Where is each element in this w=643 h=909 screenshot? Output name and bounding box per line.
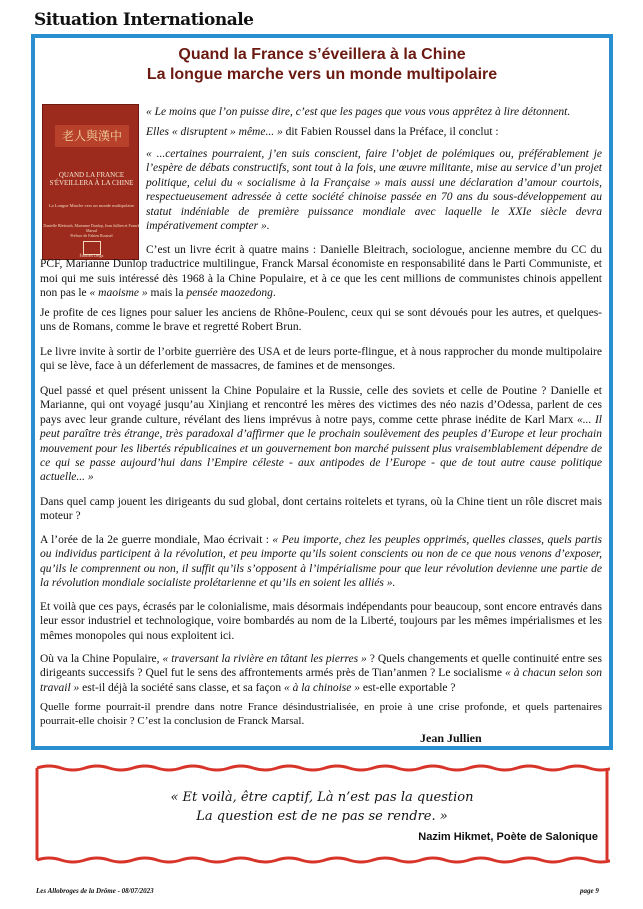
maoisme-term: « maoisme » xyxy=(89,287,148,300)
cover-publisher: Éditions Delga xyxy=(79,253,104,258)
china-russia-text: Quel passé et quel présent unissent la Chine Populaire et la Russie, celle des soviets et celle de Poutine ? Danielle et Marianne, qui ont voyagé jusqu’au Xinjiang et rencontré les mères des victimes des néo nazis d’Odessa, parlent de ces pays avec leur grande culture, révélant des liens imprévus à notre pays, comme cette phrase inédite de Karl Marx xyxy=(40,385,602,426)
paragraph-authors xyxy=(40,243,602,301)
questions-text-4: est-elle exportable ? xyxy=(360,681,456,694)
questions-text-1: Où va la Chine Populaire, xyxy=(40,653,163,665)
paragraph-china-russia xyxy=(40,384,602,485)
headline-line2: La longue marche vers un monde multipolaire xyxy=(146,66,498,83)
banner-quote-line1: « Et voilà, être captif, Là n’est pas la question xyxy=(170,790,474,805)
paragraph-global-south: Dans quel camp jouent les dirigeants du sud global, dont certains roitelets et tyrans, où la Chine tient un rôle discret mais moteur ? xyxy=(40,496,602,523)
paragraph-mao xyxy=(40,533,602,591)
footer-publication: Les Allobroges de la Drôme - 08/07/2023 xyxy=(36,887,154,895)
authors-period: . xyxy=(272,287,276,300)
quote-travail: « à chacun selon son travail » xyxy=(40,667,602,694)
mao-quote: « Peu importe, chez les peuples opprimés, quelles classes, quels partis ou individus participent à la révolution, et peu importe qu’ils soient conscients ou non de ce que nous venons d’exposer, qu’ils le comprennent ou non, il suffit qu’ils s’opposent à l’impérialisme pour que leur révolution devienne une partie de la révolution mondiale socialiste prolétarienne et qu’ils en soient les alliés ». xyxy=(40,534,602,590)
questions-text-2: ? Quels changements et quelle continuité entre ses dirigeants successifs ? Quel fut le sens des affrontements armés près de Tian’anmen ? Le socialisme xyxy=(40,653,602,680)
quote-banner xyxy=(34,760,610,868)
paragraph-roussel-quote: « ...certaines pourraient, j’en suis conscient, faire l’objet de polémiques ou, préférablement je l’espère de débats constructifs, sont tout à la fois, une œuvre militante, mise au service d’un projet politique, celui du « socialisme à la Française » mais aussi une déclaration d’amour courtois, respectueusement adressée à cette société chinoise passée en 70 ans du sous-développement au statut indéniable de première puissance mondiale avec laquelle le XXIe siècle devra impérativement compter ». xyxy=(146,148,602,233)
authors-text-2: mais la xyxy=(147,287,187,300)
footer-page-number: page 9 xyxy=(580,887,599,895)
banner-quote-author: Nazim Hikmet, Poète de Salonique xyxy=(418,831,598,843)
paragraph-questions xyxy=(40,652,602,695)
cover-subtitle: La Longue Marche vers un monde multipolaire xyxy=(48,203,135,208)
banner-wave-border xyxy=(37,766,610,770)
banner-quote-line2: La question est de ne pas se rendre. » xyxy=(196,809,448,824)
banner-wave-border xyxy=(37,858,610,862)
quote-disrupt: Elles « disruptent » même... » xyxy=(146,126,283,138)
quote-chinoise: « à la chinoise » xyxy=(283,681,361,694)
cover-title: QUAND LA FRANCE S'ÉVEILLERA À LA CHINE xyxy=(49,171,134,187)
cover-authors xyxy=(43,223,140,238)
book-cover-image xyxy=(42,104,139,260)
questions-text-3: est-il déjà la société sans classe, et sa façon xyxy=(79,681,284,694)
mao-intro: A l’orée de la 2e guerre mondiale, Mao écrivait : xyxy=(40,534,273,546)
paragraph-multipolar: Le livre invite à sortir de l’orbite guerrière des USA et de leurs porte-flingue, et à nous rapprocher du monde multipolaire qui se lève, face à un déferlement de massacres, de famines et de mensonges. xyxy=(40,346,602,373)
quote-riviere: « traversant la rivière en tâtant les pierres » xyxy=(162,653,367,665)
headline-line1: Quand la France s’éveillera à la Chine xyxy=(178,46,466,63)
cover-preface: Préface de Fabien Roussel xyxy=(70,233,113,238)
paragraph-disrupt xyxy=(146,125,602,139)
cover-authors-text: Danielle Bleitrach, Marianne Dunlop, Jean Jullien et Franck Marsal xyxy=(43,223,140,233)
section-title: Situation Internationale xyxy=(34,10,254,30)
paragraph-colonialism: Et voilà que ces pays, écrasés par le colonialisme, mais désormais indépendants pour beaucoup, sont encore entravés dans leur essor industriel et technologique, voire bombardés au nom de la Liberté, toujours par les mêmes impérialismes et les mêmes monopoles qui nous exploitent ici. xyxy=(40,601,602,642)
paragraph-rhone-poulenc: Je profite de ces lignes pour saluer les anciens de Rhône-Poulenc, ceux qui se sont dévoués pour les autres, et quelques-uns de Romans, comme le brave et regretté Robert Brun. xyxy=(40,307,602,334)
paragraph-intro: « Le moins que l’on puisse dire, c’est que les pages que vous vous apprêtez à lire détonnent. xyxy=(146,106,571,118)
marx-quote: «... Il peut paraître très étrange, très paradoxal d’affirmer que le prochain soulèvement des peuples d’Europe et leur prochain mouvement pour les libertés républicaines et un gouvernement bon marché puissent plus vraisemblablement dépendre de ce qui se passe aujourd’hui dans l’Empire céleste - aux antipodes de l’Europe - que de tout autre cause politique actuelle... » xyxy=(40,413,602,484)
authors-text: C’est un livre écrit à quatre mains : Danielle Bleitrach, sociologue, ancienne membre du CC du PCF, Marianne Dunlop traductrice multilingue, Franck Marsal économiste en responsabilité dans le Parti Communiste, et moi qui me suis intéressé dès 1968 à la Chine Populaire, et à ce que les cent millions de communistes chinois appellent non pas le xyxy=(40,244,602,300)
paragraph-conclusion: Quelle forme pourrait-il prendre dans notre France désindustrialisée, en proie à une crise profonde, et quels partenaires pourrait-elle choisir ? C’est la conclusion de Franck Marsal. xyxy=(40,701,602,728)
text-preface: dit Fabien Roussel dans la Préface, il conclut : xyxy=(282,126,499,138)
cover-calligraphy: 老人與漢中 xyxy=(55,125,129,147)
signature: Jean Jullien xyxy=(420,731,482,745)
maozedong-term: pensée maozedong xyxy=(186,287,273,300)
